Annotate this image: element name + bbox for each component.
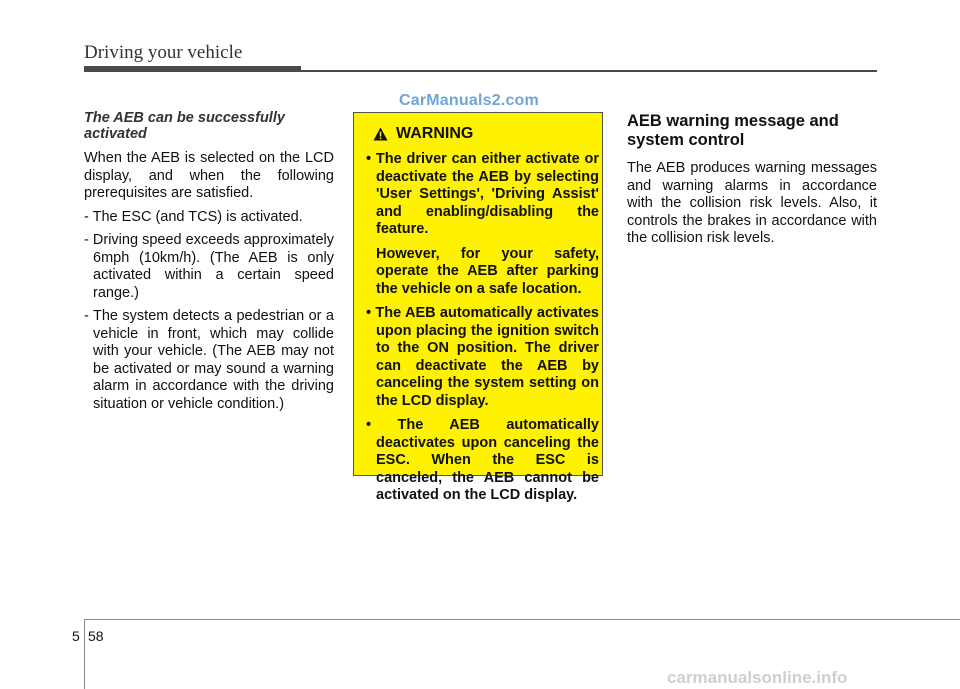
warning-item: • The AEB automatically deactivates upon canceling the ESC. When the ESC is canceled, the AEB cannot be activated on the LCD display. — [366, 417, 599, 503]
section-number: 5 — [72, 628, 80, 644]
warning-item-subtext: However, for your safety, operate the AEB after parking the vehicle on a safe location. — [376, 245, 599, 297]
warning-box — [353, 112, 603, 503]
header-rule-thin — [300, 70, 877, 72]
footer-rule — [84, 619, 960, 620]
prerequisite-item: - The system detects a pedestrian or a vehicle in front, which may collide with your vehicle. (The AEB may not be activated or may sound a warning alarm in accordance with the driving situation or vehicle condition.) — [84, 308, 334, 412]
warning-title: WARNING — [396, 125, 474, 142]
header-rule-thick — [84, 66, 301, 72]
warning-item: • The driver can either activate or deactivate the AEB by selecting 'User Settings', 'Driving Assist' and enabling/disabling the feature. However, for your safety, operate the AEB after parking the vehicle on a safe location. — [366, 151, 599, 297]
section-body: The AEB produces warning messages and warning alarms in accordance with the collision risk levels. Also, it controls the brakes in accordance with the collision risk levels. — [627, 160, 877, 246]
warning-list — [362, 151, 599, 512]
warning-triangle-icon — [373, 127, 388, 141]
prerequisite-item: - Driving speed exceeds approximately 6mph (10km/h). (The AEB is only activated within a certain speed range.) — [84, 232, 334, 301]
footer-tick — [84, 619, 85, 689]
footer-brand-watermark: carmanualsonline.info — [667, 668, 848, 687]
prerequisite-item: - The ESC (and TCS) is activated. — [84, 208, 303, 225]
page-number: 58 — [88, 628, 104, 644]
chapter-title: Driving your vehicle — [84, 42, 243, 63]
warning-header — [373, 125, 473, 143]
activation-subheading: The AEB can be successfully activated — [84, 110, 285, 142]
activation-intro: When the AEB is selected on the LCD display, and when the following prerequisites are satisfied. — [84, 150, 334, 201]
right-column — [627, 112, 877, 254]
warning-item-text: The driver can either activate or deactivate the AEB by selecting 'User Settings', 'Driving Assist' and enabling/disabling the feature. — [375, 151, 599, 237]
warning-item-text: The AEB automatically deactivates upon canceling the ESC. When the ESC is canceled, the AEB cannot be activated on the LCD display. — [376, 417, 599, 503]
warning-item-text: The AEB automatically activates upon placing the ignition switch to the ON position. The driver can deactivate the AEB by canceling the system setting on the LCD display. — [375, 305, 599, 409]
warning-item: • The AEB automatically activates upon placing the ignition switch to the ON position. The driver can deactivate the AEB by canceling the system setting on the LCD display. — [366, 305, 599, 409]
section-heading: AEB warning message and system control — [627, 112, 839, 149]
watermark-text: CarManuals2.com — [399, 92, 539, 109]
left-column — [84, 110, 334, 419]
